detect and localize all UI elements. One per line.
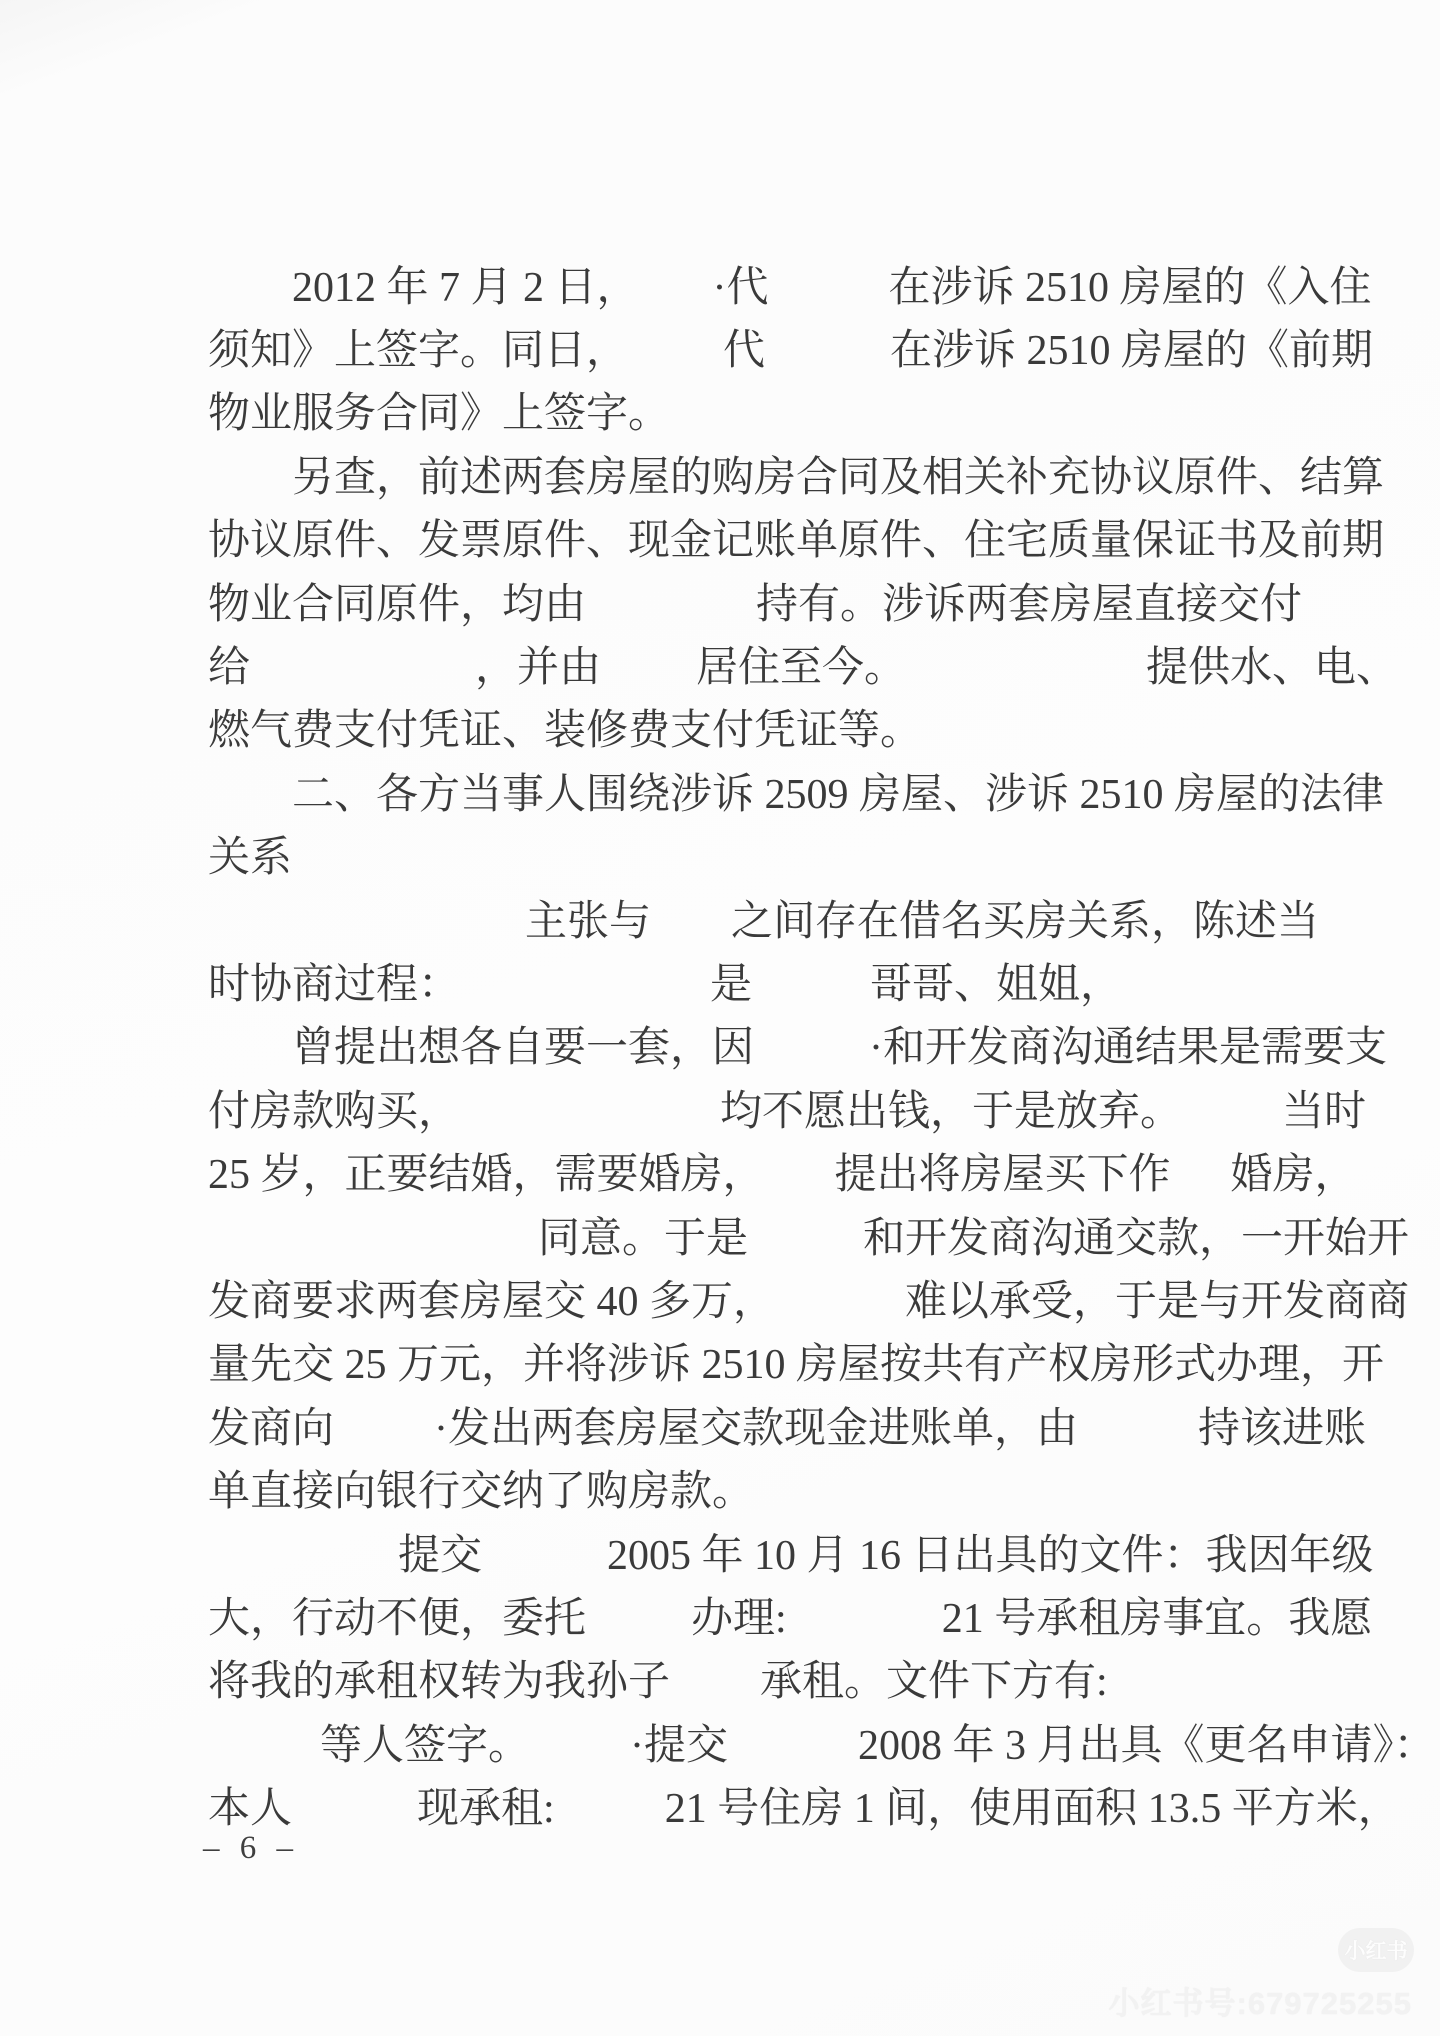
redacted-blank [334, 1424, 434, 1425]
text-segment: 2005 年 10 月 16 日出具的文件：我因年级 [607, 1532, 1374, 1579]
text-segment: 在涉诉 2510 房屋的《前期 [890, 328, 1374, 375]
redacted-blank [775, 1297, 905, 1298]
text-segment: 时协商过程： [208, 961, 461, 1008]
text-segment: 现承租: [417, 1786, 555, 1833]
text-segment: 办理: [691, 1595, 787, 1642]
text-line [208, 1013, 1388, 1076]
redacted-blank [208, 473, 292, 474]
text-line [208, 379, 1348, 442]
text-segment: 难以承受，于是与开发商商 [905, 1278, 1410, 1325]
text-segment: 2008 年 3 月出具《更名申请》： [858, 1722, 1436, 1769]
text-segment: 等人签字。 [320, 1722, 531, 1769]
redacted-blank [208, 1234, 538, 1235]
redacted-blank [555, 1805, 665, 1806]
text-line [208, 1076, 1367, 1139]
document-text [208, 252, 1436, 1837]
redacted-blank [586, 600, 756, 601]
redacted-blank [208, 1044, 292, 1045]
text-line [208, 632, 1399, 695]
redacted-blank [728, 1741, 858, 1742]
text-segment: 均不愿出钱，于是放弃。 [720, 1088, 1183, 1135]
redacted-blank [601, 664, 696, 665]
redacted-blank [208, 790, 292, 791]
text-segment: 在涉诉 2510 房屋的《入住 [888, 264, 1372, 311]
text-segment: 代 [723, 328, 766, 375]
text-line [208, 823, 1348, 886]
text-segment: 之间存在借名买房关系，陈述当 [731, 898, 1320, 945]
text-line [208, 1647, 1348, 1710]
text-segment: 物业服务合同》上签字。 [208, 391, 671, 438]
text-line [208, 886, 1348, 949]
text-segment: 21 号承租房事宜。我愿 [941, 1595, 1373, 1642]
text-line [208, 1583, 1373, 1646]
redacted-blank [208, 1741, 320, 1742]
text-segment: 持有。涉诉两套房屋直接交付 [756, 581, 1303, 628]
text-line [208, 1330, 1385, 1393]
text-segment: 主张与 [525, 898, 652, 945]
text-segment: 和开发商沟通交款，一开始开 [863, 1215, 1410, 1262]
text-line [208, 696, 1348, 759]
text-segment: 关系 [208, 835, 293, 882]
text-segment: 给 [208, 645, 251, 692]
redacted-blank [906, 664, 1146, 665]
redacted-blank [765, 1171, 835, 1172]
text-segment: ·代 [712, 264, 769, 311]
redacted-blank [769, 283, 889, 284]
text-segment: 是 [710, 961, 753, 1008]
text-segment: 提出将房屋买下作 [834, 1152, 1171, 1199]
redacted-blank [208, 917, 525, 918]
text-segment: 曾提出想各自要一套，因 [292, 1025, 755, 1072]
redacted-blank [1078, 1424, 1198, 1425]
text-line [208, 1773, 1400, 1836]
text-line [208, 1456, 1348, 1519]
text-line [208, 1710, 1436, 1773]
redacted-blank [208, 283, 292, 284]
text-segment: 发商向 [208, 1405, 335, 1452]
text-segment: 21 号住房 1 间，使用面积 13.5 平方米， [664, 1786, 1400, 1833]
redacted-blank [460, 980, 710, 981]
text-line [208, 1266, 1410, 1329]
redacted-blank [250, 664, 475, 665]
text-line [208, 759, 1385, 822]
text-segment: 另查，前述两套房屋的购房合同及相关补充协议原件、结算 [292, 454, 1385, 501]
text-line [208, 315, 1374, 378]
redacted-blank [482, 1551, 607, 1552]
text-segment: 协议原件、发票原件、现金记账单原件、住宅质量保证书及前期 [208, 518, 1385, 565]
text-segment: 25 岁，正要结婚，需要婚房， [208, 1152, 765, 1199]
text-segment: 本人 [208, 1786, 293, 1833]
text-segment: ·和开发商沟通结果是需要支 [869, 1025, 1388, 1072]
redacted-blank [530, 1741, 630, 1742]
text-line [208, 506, 1385, 569]
text-line [208, 949, 1348, 1012]
text-segment: 物业合同原件，均由 [208, 581, 587, 628]
text-line [208, 252, 1372, 315]
text-segment: 付房款购买， [208, 1088, 461, 1135]
text-segment: ，并由 [475, 645, 602, 692]
redacted-blank [639, 283, 713, 284]
text-segment: 二、各方当事人围绕涉诉 2509 房屋、涉诉 2510 房屋的法律 [292, 771, 1385, 818]
text-segment: 婚房， [1230, 1152, 1357, 1199]
text-line [208, 1203, 1410, 1266]
text-line [208, 442, 1385, 505]
text-segment: ·发出两套房屋交款现金进账单，由 [434, 1405, 1079, 1452]
page-number: – 6 – [203, 1830, 299, 1866]
redacted-blank [208, 1551, 398, 1552]
xiaohongshu-id-watermark: 小红书号:679725255 [1108, 1986, 1412, 2021]
text-segment: 燃气费支付凭证、装修费支付凭证等。 [208, 708, 923, 755]
text-segment: 量先交 25 万元，并将涉诉 2510 房屋按共有产权房形式办理，开 [208, 1342, 1385, 1389]
redacted-blank [1171, 1171, 1231, 1172]
redacted-blank [586, 1614, 691, 1615]
xiaohongshu-badge-watermark: 小红书 [1338, 1928, 1414, 1972]
redacted-blank [292, 1805, 417, 1806]
text-segment: 同意。于是 [538, 1215, 749, 1262]
text-segment: 承租。文件下方有: [760, 1659, 1108, 1706]
redacted-blank [670, 1678, 760, 1679]
text-segment: 持该进账 [1198, 1405, 1367, 1452]
text-line [208, 1393, 1367, 1456]
text-segment: 将我的承租权转为我孙子 [208, 1659, 671, 1706]
redacted-blank [787, 1614, 942, 1615]
text-segment: 当时 [1282, 1088, 1367, 1135]
text-line [208, 1139, 1357, 1202]
text-segment: 提供水、电、 [1146, 645, 1399, 692]
redacted-blank [754, 1044, 869, 1045]
text-segment: ·提交 [630, 1722, 729, 1769]
text-line [208, 569, 1348, 632]
text-line [208, 1520, 1374, 1583]
redacted-blank [765, 347, 890, 348]
text-segment: 大，行动不便，委托 [208, 1595, 587, 1642]
text-segment: 居住至今。 [696, 645, 907, 692]
text-segment: 提交 [398, 1532, 483, 1579]
redacted-blank [651, 917, 731, 918]
text-segment: 发商要求两套房屋交 40 多万， [208, 1278, 776, 1325]
redacted-blank [628, 347, 723, 348]
text-segment: 单直接向银行交纳了购房款。 [208, 1469, 755, 1516]
text-segment: 须知》上签字。同日， [208, 328, 629, 375]
redacted-blank [460, 1107, 720, 1108]
redacted-blank [1182, 1107, 1282, 1108]
text-segment: 哥哥、姐姐， [870, 961, 1123, 1008]
redacted-blank [752, 980, 870, 981]
text-segment: 2012 年 7 月 2 日， [292, 264, 639, 311]
redacted-blank [748, 1234, 863, 1235]
